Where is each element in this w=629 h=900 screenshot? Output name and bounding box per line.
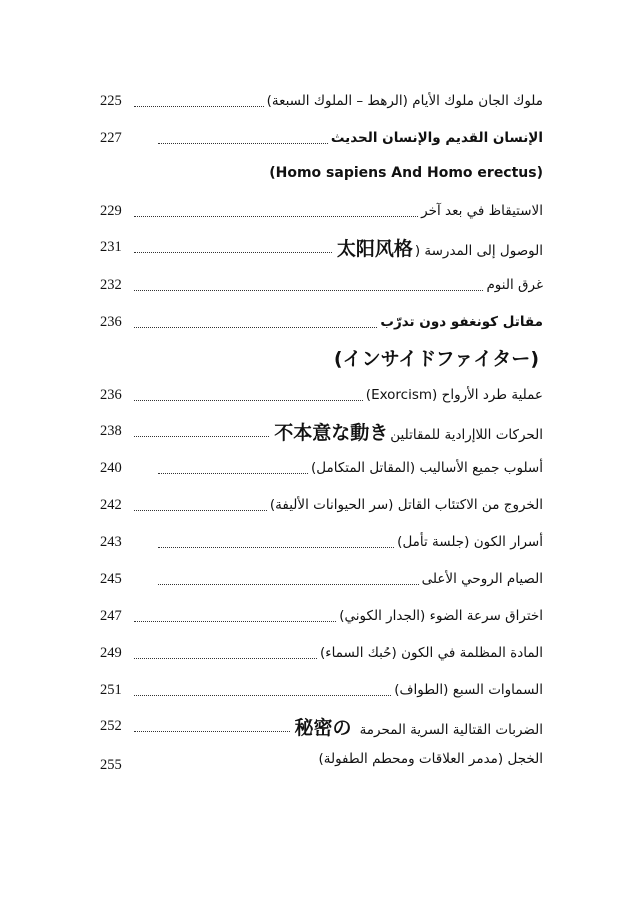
toc-entry[interactable] — [100, 490, 543, 520]
toc-entry[interactable] — [100, 601, 543, 631]
dot-leader — [134, 106, 264, 107]
toc-entry[interactable] — [100, 564, 543, 594]
toc-entry-page: 229 — [100, 202, 122, 219]
toc-entry-title-cjk: 秘密の — [294, 716, 352, 739]
toc-entry[interactable] — [100, 711, 543, 741]
toc-entry-title: مقاتل كونغفو دون تدرّب — [380, 314, 543, 330]
dot-leader — [134, 510, 267, 511]
toc-entry[interactable] — [100, 416, 543, 446]
toc-entry[interactable] — [100, 86, 543, 116]
toc-entry-title: ملوك الجان ملوك الأيام (الرهط – الملوك السبعة) — [266, 93, 543, 109]
toc-entry-continuation — [100, 158, 543, 188]
toc-entry-page: 238 — [100, 422, 122, 439]
toc-entry-title: الصيام الروحي الأعلى — [421, 571, 543, 587]
toc-entry-title: الاستيقاظ في بعد آخر — [421, 203, 543, 219]
toc-entry-page: 225 — [100, 92, 122, 109]
dot-leader — [134, 252, 332, 253]
dot-leader — [134, 731, 290, 732]
toc-entry-continuation — [100, 342, 543, 372]
dot-leader — [134, 290, 483, 291]
toc-entry-page: 251 — [100, 681, 122, 698]
toc-entry[interactable] — [100, 196, 543, 226]
toc-entry-title-cjk: 太阳风格 — [336, 237, 413, 260]
toc-entry[interactable] — [100, 750, 543, 780]
dot-leader — [158, 547, 394, 548]
toc-entry[interactable] — [100, 453, 543, 483]
toc-entry-title-latin: (Homo sapiens And Homo erectus) — [269, 165, 543, 181]
toc-entry-page: 227 — [100, 129, 122, 146]
toc-entry-title: الإنسان القديم والإنسان الحديث — [330, 130, 543, 146]
toc-entry[interactable] — [100, 270, 543, 300]
dot-leader — [158, 143, 328, 144]
toc-entry-title: الخروج من الاكتئاب القاتل (سر الحيوانات الأليفة) — [269, 497, 543, 513]
toc-entry[interactable] — [100, 307, 543, 337]
toc-entry-page: 255 — [100, 756, 122, 773]
toc-entry-title: عملية طرد الأرواح (Exorcism) — [365, 387, 543, 403]
toc-entry-title: غرق النوم — [486, 277, 543, 293]
dot-leader — [158, 473, 308, 474]
toc-entry-page: 240 — [100, 459, 122, 476]
toc-entry-page: 232 — [100, 276, 122, 293]
toc-entry[interactable] — [100, 638, 543, 668]
toc-entry-title: المادة المظلمة في الكون (حُبك السماء) — [320, 645, 543, 661]
dot-leader — [134, 216, 418, 217]
toc-entry-title: السماوات السبع (الطواف) — [394, 682, 543, 698]
dot-leader — [158, 584, 419, 585]
dot-leader — [134, 327, 377, 328]
dot-leader — [134, 400, 363, 401]
toc-entry-title: الوصول إلى المدرسة (太阳风格 — [336, 237, 543, 260]
toc-entry-title: أسلوب جميع الأساليب (المقاتل المتكامل) — [311, 460, 543, 476]
toc-entry-title: اختراق سرعة الضوء (الجدار الكوني) — [339, 608, 543, 624]
toc-entry[interactable] — [100, 380, 543, 410]
toc-entry-page: 245 — [100, 570, 122, 587]
table-of-contents — [100, 84, 543, 784]
dot-leader — [134, 658, 317, 659]
toc-entry-title: الضربات القتالية السرية المحرمة秘密の — [294, 716, 543, 739]
toc-entry-page: 236 — [100, 313, 122, 330]
dot-leader — [134, 695, 391, 696]
toc-entry[interactable] — [100, 675, 543, 705]
toc-entry[interactable] — [100, 527, 543, 557]
toc-entry-page: 236 — [100, 386, 122, 403]
toc-entry-title-cjk: (インサイドファイター) — [333, 347, 539, 370]
dot-leader — [134, 621, 336, 622]
toc-entry-title: الخجل (مدمر العلاقات ومحطم الطفولة) — [318, 751, 543, 767]
toc-entry-page: 249 — [100, 644, 122, 661]
toc-entry-page: 243 — [100, 533, 122, 550]
dot-leader — [134, 436, 269, 437]
toc-entry-title: أسرار الكون (جلسة تأمل) — [397, 534, 543, 550]
toc-entry-page: 252 — [100, 717, 122, 734]
toc-entry-page: 247 — [100, 607, 122, 624]
toc-entry[interactable] — [100, 123, 543, 153]
toc-entry-page: 242 — [100, 496, 122, 513]
toc-entry-title: الحركات اللاإرادية للمقاتلين不本意な動き — [274, 421, 543, 444]
toc-entry-title-cjk: 不本意な動き — [274, 421, 389, 444]
toc-entry[interactable] — [100, 232, 543, 262]
toc-entry-page: 231 — [100, 238, 122, 255]
